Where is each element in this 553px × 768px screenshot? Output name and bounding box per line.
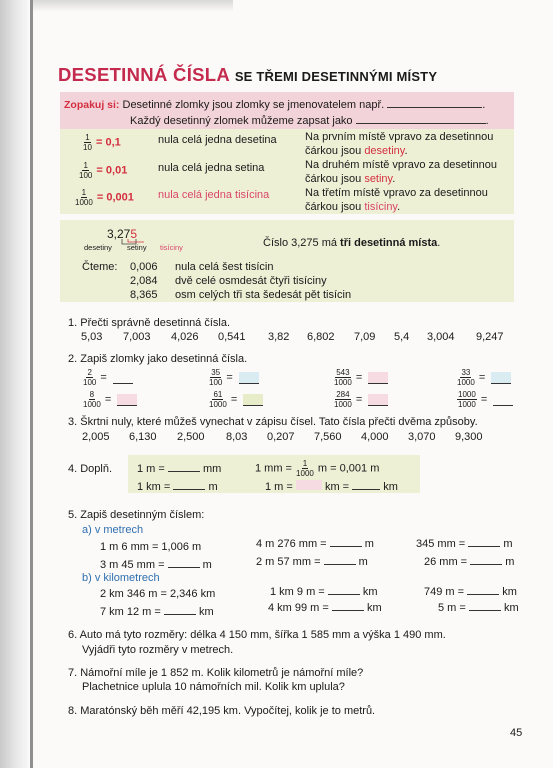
ex2-item: $\frac{2}{100}$ = xyxy=(82,368,133,387)
ex3-number: 9,300 xyxy=(455,431,483,443)
place-explain-2: Na druhém místě vpravo za desetinnou čárkou jsou setiny. xyxy=(305,159,497,185)
ex1-number: 7,09 xyxy=(354,331,376,343)
ex5-a-r2-c1: 3 m 45 mm = m xyxy=(100,559,212,571)
ex5-a-r2-c3: 26 mm = m xyxy=(424,556,515,568)
label-tisiciny: tisíciny xyxy=(160,243,183,252)
place-words-3: nula celá jedna tisícina xyxy=(158,189,270,201)
reading-number-3: 8,365 xyxy=(130,289,158,301)
ex2-item: $\frac{61}{1000}$ = xyxy=(208,390,263,409)
ex5-b-r2-c1: 7 km 12 m = km xyxy=(100,606,214,618)
review-line-2: Každý desetinný zlomek můžeme zapsat jako . xyxy=(130,115,489,127)
example-number: 3,275 xyxy=(107,227,138,241)
label-setiny: setiny xyxy=(127,243,147,252)
ex5-a-r1-c3: 345 mm = m xyxy=(416,538,513,550)
ex3-number: 0,207 xyxy=(267,431,295,443)
ex1-number: 9,247 xyxy=(476,331,504,343)
place-words-1: nula celá jedna desetina xyxy=(158,134,277,146)
ex3-number: 8,03 xyxy=(226,431,248,443)
ex5-b-r1-c3: 749 m = km xyxy=(424,586,517,598)
ex1-number: 4,026 xyxy=(171,331,199,343)
page-title: DESETINNÁ ČÍSLA SE TŘEMI DESETINNÝMI MÍSTY xyxy=(58,64,438,85)
label-desetiny: desetiny xyxy=(84,243,112,252)
ex2-item: $\frac{1000}{1000}$ = xyxy=(456,390,513,409)
ex5-a-r2-c2: 2 m 57 mm = m xyxy=(256,556,368,568)
ex4-row2-right: 1 m = km = km xyxy=(265,481,398,493)
ex5-b-label: b) v kilometrech xyxy=(82,572,160,584)
ex4-row1-left: 1 m = mm xyxy=(137,463,222,475)
ex1-number: 6,802 xyxy=(307,331,335,343)
ex5-a-r1-c2: 4 m 276 mm = m xyxy=(256,538,374,550)
review-line-1: Zopakuj si: Desetinné zlomky jsou zlomky se jmenovatelem např. . xyxy=(64,99,486,111)
read-label: Čteme: xyxy=(82,261,118,273)
reading-words-3: osm celých tři sta šedesát pět tisícin xyxy=(175,289,352,301)
page-binding-shadow xyxy=(0,0,28,768)
ex5-a-label: a) v metrech xyxy=(82,524,144,536)
ex1-number: 5,03 xyxy=(81,331,103,343)
ex4-row1-right: 1 mm = $\frac{1}{1000}$ m = 0,001 m xyxy=(255,459,380,478)
page-subtitle: SE TŘEMI DESETINNÝMI MÍSTY xyxy=(234,69,438,84)
scan-shadow xyxy=(33,0,233,12)
ex1-number: 5,4 xyxy=(394,331,410,343)
ex2-item: $\frac{543}{1000}$ = xyxy=(333,368,388,387)
ex1-number: 3,82 xyxy=(268,331,290,343)
place-decimal-3: $\frac{1}{1000}$ = 0,001 xyxy=(75,188,134,207)
place-explain-3: Na třetím místě vpravo za desetinnou čárkou jsou tisíciny. xyxy=(305,187,488,213)
ex2-item: $\frac{284}{1000}$ = xyxy=(333,390,388,409)
ex1-text: 1. Přečti správně desetinná čísla. xyxy=(68,317,231,329)
ex5-a-r1-c1: 1 m 6 mm = 1,006 m xyxy=(100,541,202,553)
place-decimal-2: $\frac{1}{100}$ = 0,01 xyxy=(79,161,128,180)
ex5-b-r2-c3: 5 m = km xyxy=(438,602,519,614)
ex4-row2-left: 1 km = m xyxy=(137,481,218,493)
ex2-text: 2. Zapiš zlomky jako desetinná čísla. xyxy=(68,353,248,365)
ex1-number: 0,541 xyxy=(218,331,246,343)
ex7-line1: 7. Námořní míle je 1 852 m. Kolik kilometrů je námořní míle? xyxy=(68,667,364,679)
ex3-number: 2,005 xyxy=(82,431,110,443)
ex6-line1: 6. Auto má tyto rozměry: délka 4 150 mm, šířka 1 585 mm a výška 1 490 mm. xyxy=(68,629,446,641)
reading-words-1: nula celá šest tisícin xyxy=(175,261,274,273)
binding-line xyxy=(30,0,33,768)
place-words-2: nula celá jedna setina xyxy=(158,162,265,174)
ex3-text: 3. Škrtni nuly, které můžeš vynechat v zápisu čísel. Tato čísla přečti dvěma způsoby. xyxy=(68,416,478,428)
ex5-b-r2-c2: 4 km 99 m = km xyxy=(268,602,382,614)
ex5-b-r1-c2: 1 km 9 m = km xyxy=(270,586,378,598)
ex3-number: 2,500 xyxy=(177,431,205,443)
reading-number-2: 2,084 xyxy=(130,275,158,287)
place-explain-1: Na prvním místě vpravo za desetinnou čárkou jsou desetiny. xyxy=(305,131,494,157)
ex3-number: 6,130 xyxy=(129,431,157,443)
ex4-label: 4. Doplň. xyxy=(68,463,113,475)
ex8-line1: 8. Maratónský běh měří 42,195 km. Vypočítej, kolik je to metrů. xyxy=(68,705,376,717)
ex2-item: $\frac{8}{1000}$ = xyxy=(82,390,137,409)
page-number: 45 xyxy=(510,727,523,739)
ex2-item: $\frac{35}{100}$ = xyxy=(208,368,259,387)
example-statement: Číslo 3,275 má tři desetinná místa. xyxy=(263,237,441,249)
ex2-item: $\frac{33}{1000}$ = xyxy=(456,368,511,387)
reading-number-1: 0,006 xyxy=(130,261,158,273)
review-label: Zopakuj si: xyxy=(64,99,120,111)
ex3-number: 3,070 xyxy=(408,431,436,443)
ex3-number: 7,560 xyxy=(314,431,342,443)
ex5-label: 5. Zapiš desetinným číslem: xyxy=(68,509,205,521)
reading-words-2: dvě celé osmdesát čtyři tisíciny xyxy=(175,275,327,287)
ex1-number: 7,003 xyxy=(123,331,151,343)
ex1-number: 3,004 xyxy=(427,331,455,343)
ex7-line2: Plachetnice uplula 10 námořních mil. Kolik km uplula? xyxy=(82,681,345,693)
ex6-line2: Vyjádři tyto rozměry v metrech. xyxy=(82,644,234,656)
ex3-number: 4,000 xyxy=(361,431,389,443)
place-decimal-1: $\frac{1}{10}$ = 0,1 xyxy=(83,133,121,152)
ex5-b-r1-c1: 2 km 346 m = 2,346 km xyxy=(100,588,216,600)
